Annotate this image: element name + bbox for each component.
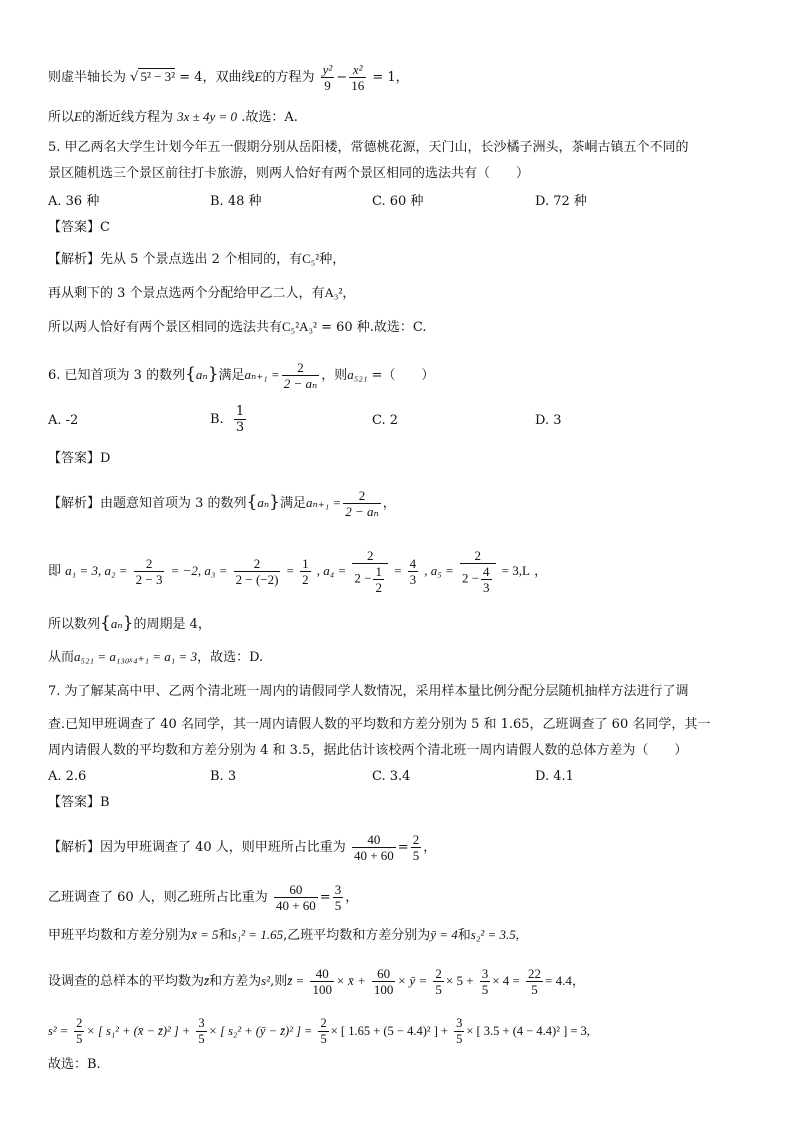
sqrt-expression: √ 5² − 3² xyxy=(130,69,176,85)
q6-option-b: B. $\frac{1}{3}$ xyxy=(210,404,245,435)
q5-option-c: C. 60 种 xyxy=(372,194,424,209)
q5-stem-line1: 5. 甲乙两名大学生计划今年五一假期分别从岳阳楼，常德桃花源，天门山，长沙橘子洲头，茶峒古镇五个不同的 xyxy=(48,140,689,155)
q6-answer: 【答案】D xyxy=(48,451,111,466)
q7-explain-variance: s² = $\frac{2}{5}$ × [ s₁² + (x̄ − z̄)² ] + $\frac{3}{5}$ × [ s₂² + (ȳ − z̄)² ] = $\frac{2}{5}$ × [ 1.65 + (5 − 4.4)² ] + $\frac{3}{5}$ × [ 3.5 + (4 − 4.4)² ] = 3, xyxy=(48,1016,590,1046)
q5-explain-1: 【解析】先从 5 个景点选出 2 个相同的，有C₅²种， xyxy=(48,251,346,267)
fraction-recurrence: $\frac{2}{\text{2 − aₙ}}$ xyxy=(283,360,318,391)
q7-explain-1: 【解析】因为甲班调查了 40 人，则甲班所占比重为 $\frac{40}{40 + 60}$ = $\frac{2}{5}$ ， xyxy=(48,832,437,863)
q7-explain-3: 甲班平均数和方差分别为x̄ = 5和s₁² = 1.65,乙班平均数和方差分别为ȳ = 4和s₂² = 3.5, xyxy=(48,927,520,943)
q6-option-c: C. 2 xyxy=(372,413,399,428)
q5-option-b: B. 48 种 xyxy=(210,194,262,209)
fraction-one-third: $\frac{1}{3}$ xyxy=(235,404,245,435)
q7-stem-line1: 7. 为了解某高中甲、乙两个清北班一周内的请假同学人数情况，采用样本量比例分配分层随机抽样方法进行了调 xyxy=(48,684,689,699)
q7-option-b: B. 3 xyxy=(210,769,237,784)
q6-option-a: A. -2 xyxy=(48,413,79,428)
text: 则虚半轴长为 xyxy=(48,70,131,85)
fraction-x2-16: $\frac{\text{x²}}{16}$ xyxy=(351,62,365,93)
q7-stem-line2: 查.已知甲班调查了 40 名同学，其一周内请假人数的平均数和方差分别为 5 和 1.65，乙班调查了 60 名同学，其一 xyxy=(48,717,711,732)
q7-conclusion: 故选：B. xyxy=(48,1057,101,1072)
q5-explain-2: 再从剩下的 3 个景点选两个分配给甲乙二人，有A₃²， xyxy=(48,285,356,301)
text: = 4，双曲线 xyxy=(175,70,255,85)
var-E: E xyxy=(254,69,263,84)
q5-explain-3: 所以两人恰好有两个景区相同的选法共有C₅²A₃² = 60 种.故选：C. xyxy=(48,319,427,335)
q5-stem-line2: 景区随机选三个景区前往打卡旅游，则两人恰好有两个景区相同的选法共有（ ） xyxy=(48,166,530,181)
q7-option-d: D. 4.1 xyxy=(535,769,574,784)
q6-explain-period: 所以数列{aₙ}的周期是 4， xyxy=(48,613,211,633)
q6-explain-1: 【解析】由题意知首项为 3 的数列{aₙ}满足aₙ₊₁ = $\frac{2}{\text{2 − aₙ}}$ ， xyxy=(48,488,396,519)
q5-option-a: A. 36 种 xyxy=(48,194,100,209)
hyperbola-axis-line: 则虚半轴长为 √ 5² − 3² = 4，双曲线E的方程为 $\frac{\text{y²}}{9}$ − $\frac{\text{x²}}{16}$ = 1， xyxy=(48,62,409,93)
q5-answer: 【答案】C xyxy=(48,220,110,235)
q7-explain-2: 乙班调查了 60 人，则乙班所占比重为 $\frac{60}{40 + 60}$ = $\frac{3}{5}$ ， xyxy=(48,882,359,913)
text: 的方程为 xyxy=(262,70,315,85)
q6-stem: 6. 已知首项为 3 的数列{aₙ}满足aₙ₊₁ = $\frac{2}{\text{2 − aₙ}}$ ，则a₅₂₁ =（ ） xyxy=(48,360,435,391)
fraction-y2-9: $\frac{\text{y²}}{9}$ xyxy=(322,62,333,93)
q7-stem-line3: 周内请假人数的平均数和方差分别为 4 和 3.5，据此估计该校两个清北班一周内请假人数的总体方差为（ ） xyxy=(48,743,688,758)
q7-option-c: C. 3.4 xyxy=(372,769,411,784)
q6-explain-sequence: 即 a₁ = 3, a₂ = $\frac{2}{2 - 3}$ = −2, a₃ = $\frac{2}{2 - (-2)}$ = $\frac{1}{2}$ , a₄ = 2 2 − $\frac{1}{2}$ = $\frac{4}{3}$ , a₅ = 2 2 − $\frac{4}{3}$ = 3,L ， xyxy=(48,548,548,595)
q7-option-a: A. 2.6 xyxy=(48,769,87,784)
asymptote-line: 所以E的渐近线方程为 3x ± 4y = 0 .故选：A. xyxy=(48,109,298,125)
text: = 1， xyxy=(368,70,409,85)
q5-option-d: D. 72 种 xyxy=(535,194,587,209)
q7-answer: 【答案】B xyxy=(48,795,110,810)
asymptote-equation: 3x ± 4y = 0 xyxy=(177,109,238,124)
q7-explain-mean: 设调查的总样本的平均数为z̄和方差为s²,则z̄ = $\frac{40}{100}$ × x̄ + $\frac{60}{100}$ × ȳ = $\frac{2}{5}$ × 5 + $\frac{3}{5}$ × 4 = $\frac{22}{5}$ = 4.4， xyxy=(48,966,585,997)
q6-explain-conclusion: 从而a₅₂₁ = a₁₃₀ₓ₄₊₁ = a₁ = 3，故选：D. xyxy=(48,649,264,665)
q6-option-d: D. 3 xyxy=(535,413,562,428)
